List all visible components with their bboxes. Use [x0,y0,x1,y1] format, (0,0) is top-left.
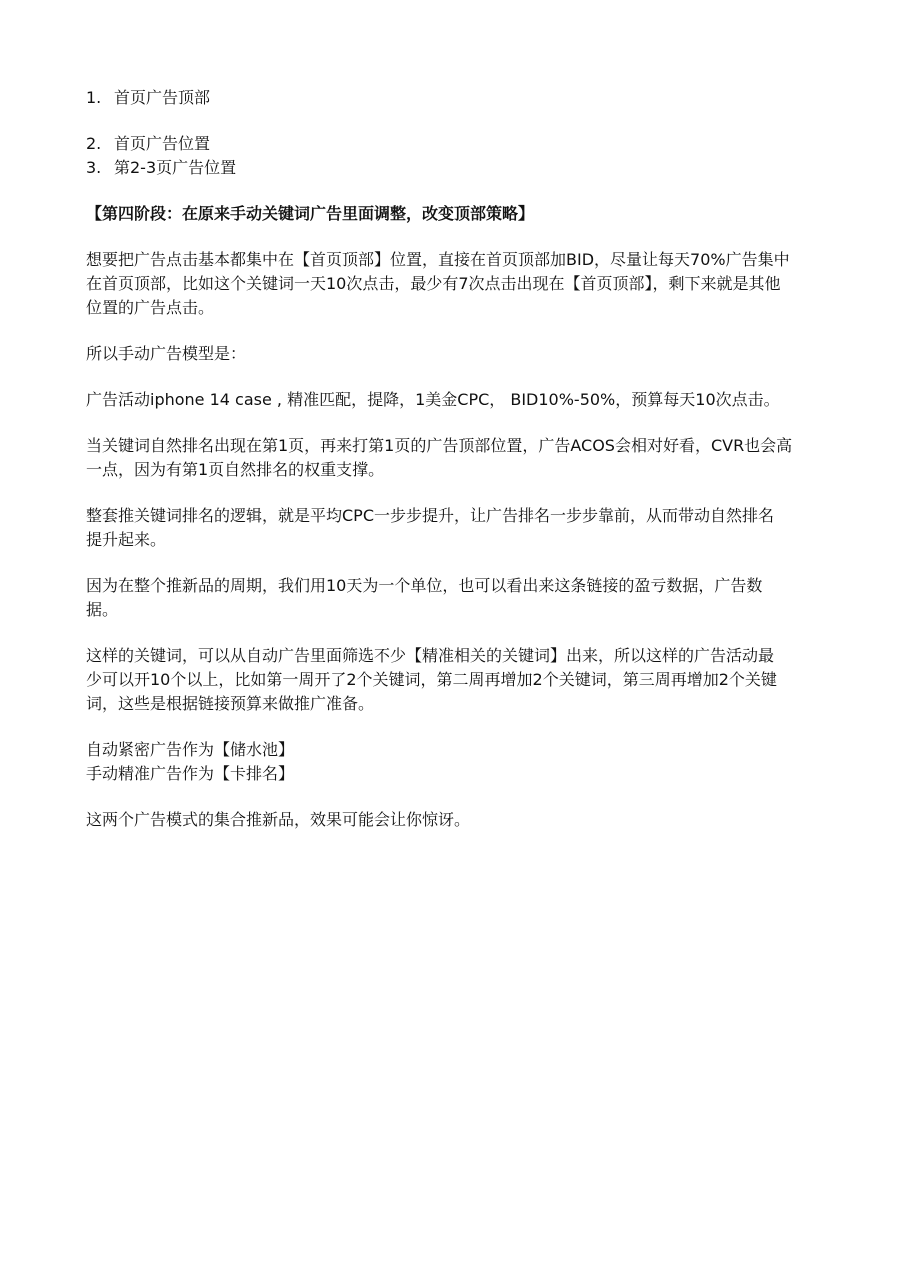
paragraph-3 [86,388,826,412]
paragraph-line: 整套推关键词排名的逻辑，就是平均CPC一步步提升，让广告排名一步步靠前，从而带动自然排名 [86,506,774,525]
paragraph-7 [86,644,826,716]
paragraph-line: 少可以开10个以上，比如第一周开了2个关键词，第二周再增加2个关键词，第三周再增加2个关键 [86,670,777,689]
paragraph-line: 因为在整个推新品的周期，我们用10天为一个单位，也可以看出来这条链接的盈亏数据，广告数 [86,576,763,595]
list-number: 3. [86,158,102,177]
paragraph-line: 广告活动iphone 14 case , 精准匹配，提降，1美金CPC， BID10%-50%，预算每天10次点击。 [86,390,780,409]
list-item [86,156,826,180]
paragraph-line: 所以手动广告模型是： [86,344,247,363]
paragraph-4 [86,434,826,482]
paragraph-line: 据。 [86,600,119,619]
list-number: 2. [86,134,102,153]
paragraph-line: 一点，因为有第1页自然排名的权重支撑。 [86,460,385,479]
paragraph-line: 提升起来。 [86,530,167,549]
paragraph-line: 词，这些是根据链接预算来做推广准备。 [86,694,375,713]
list-number: 1. [86,88,102,107]
paragraph-line: 这两个广告模式的集合推新品，效果可能会让你惊讶。 [86,810,471,829]
list-text: 首页广告位置 [114,134,211,153]
paragraph-line: 手动精准广告作为【卡排名】 [86,764,295,783]
paragraph-8 [86,738,826,786]
paragraph-1 [86,248,826,320]
paragraph-line: 自动紧密广告作为【储水池】 [86,740,295,759]
list-text: 第2-3页广告位置 [114,158,237,177]
paragraph-6 [86,574,826,622]
paragraph-line: 想要把广告点击基本都集中在【首页顶部】位置，直接在首页顶部加BID，尽量让每天70%广告集中 [86,250,790,269]
list-item [86,132,826,156]
paragraph-line: 这样的关键词，可以从自动广告里面筛选不少【精准相关的关键词】出来，所以这样的广告活动最 [86,646,775,665]
section-heading: 【第四阶段：在原来手动关键词广告里面调整，改变顶部策略】 [86,204,535,223]
document-page [86,86,826,832]
paragraph-5 [86,504,826,552]
paragraph-line: 位置的广告点击。 [86,298,215,317]
paragraph-2 [86,342,826,366]
paragraph-line: 在首页顶部，比如这个关键词一天10次点击，最少有7次点击出现在【首页顶部】，剩下来就是其他 [86,274,781,293]
list-text: 首页广告顶部 [114,88,211,107]
list-item [86,86,826,110]
paragraph-9 [86,808,826,832]
paragraph-line: 当关键词自然排名出现在第1页，再来打第1页的广告顶部位置，广告ACOS会相对好看，CVR也会高 [86,436,793,455]
